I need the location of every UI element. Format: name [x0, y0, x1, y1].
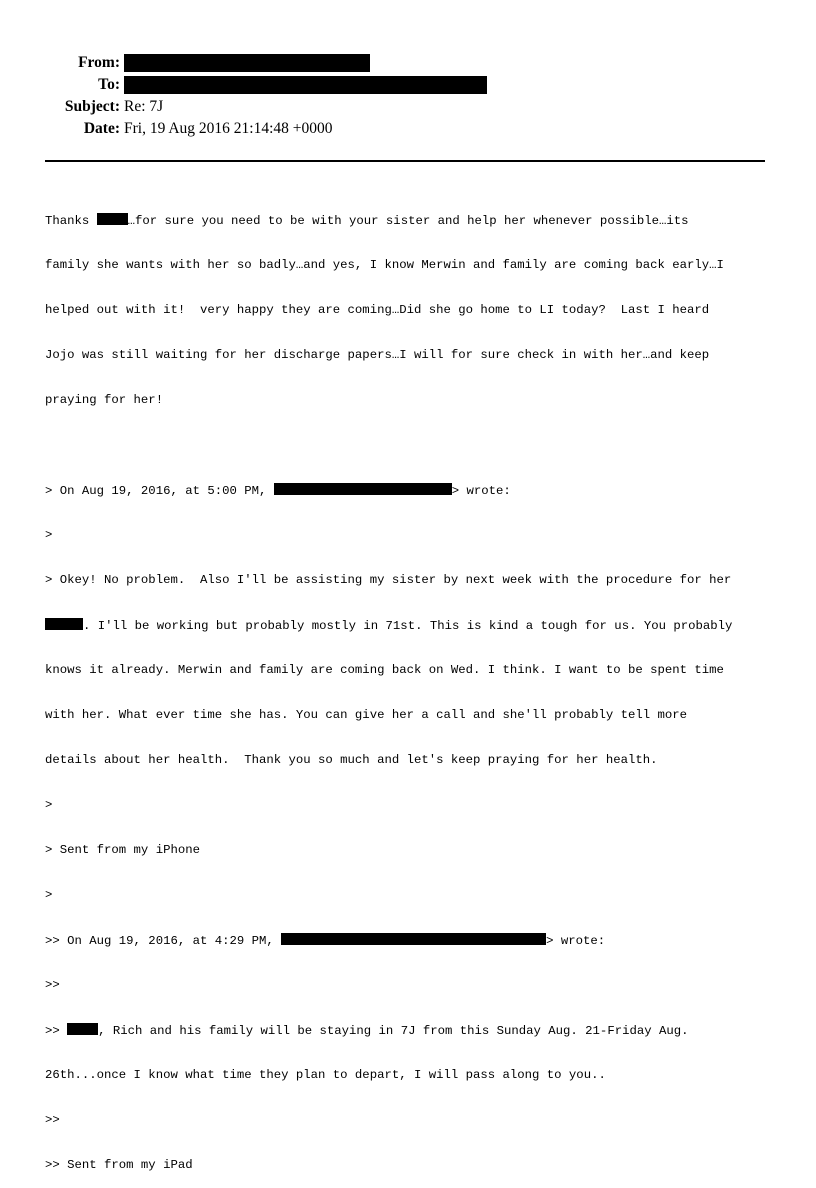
redaction-bar	[281, 933, 546, 945]
quote-line: >>	[45, 1113, 60, 1127]
body-line: family she wants with her so badly…and yes, I know Merwin and family are coming back early…I	[45, 258, 724, 272]
quote-line: >	[45, 528, 53, 542]
redaction-bar	[124, 76, 487, 94]
quote-text: , Rich and his family will be staying in 7J from this Sunday Aug. 21-Friday Aug.	[98, 1024, 689, 1038]
quote-header-text: > On Aug 19, 2016, at 5:00 PM,	[45, 484, 274, 498]
message-body	[45, 183, 785, 1188]
quote-header-text: > wrote:	[546, 934, 606, 948]
quote-line: with her. What ever time she has. You can give her a call and she'll probably tell more	[45, 708, 688, 722]
quote-line: 26th...once I know what time they plan to depart, I will pass along to you..	[45, 1068, 606, 1082]
subject-label: Subject:	[64, 98, 120, 115]
date-value: Fri, 19 Aug 2016 21:14:48 +0000	[124, 120, 333, 137]
date-label: Date:	[83, 120, 120, 137]
quote-line	[45, 618, 785, 633]
quote-signature: > Sent from my iPhone	[45, 843, 200, 857]
quote-header-text: > wrote:	[451, 484, 511, 498]
quote-header	[45, 933, 785, 948]
body-line: helped out with it! very happy they are coming…Did she go home to LI today? Last I heard	[45, 303, 710, 317]
redaction-bar	[97, 213, 128, 225]
quote-line: > Okey! No problem. Also I'll be assisting my sister by next week with the procedure for her	[45, 573, 732, 587]
subject-value: Re: 7J	[124, 98, 164, 115]
subject-row	[0, 98, 816, 120]
quote-line	[45, 1023, 785, 1038]
redaction-bar	[67, 1023, 98, 1035]
to-value	[124, 76, 487, 94]
quote-header	[45, 483, 785, 498]
quote-line: details about her health. Thank you so much and let's keep praying for her health.	[45, 753, 658, 767]
quote-line: >	[45, 798, 53, 812]
quote-line: knows it already. Merwin and family are coming back on Wed. I think. I want to be spent time	[45, 663, 724, 677]
body-text: …for sure you need to be with your sister and help her whenever possible…its	[127, 214, 689, 228]
from-label: From:	[78, 54, 120, 71]
paragraph-gap	[45, 438, 785, 453]
to-row	[0, 76, 816, 98]
body-line: praying for her!	[45, 393, 164, 407]
body-text: Thanks	[45, 214, 97, 228]
body-line	[45, 213, 785, 228]
quote-text: . I'll be working but probably mostly in 71st. This is kind a tough for us. You probably	[83, 619, 733, 633]
quote-line: >>	[45, 978, 60, 992]
redaction-bar	[124, 54, 370, 72]
to-label: To:	[98, 76, 120, 93]
redaction-bar	[45, 618, 83, 630]
from-row	[0, 54, 816, 76]
from-value	[124, 54, 370, 72]
quote-text: >>	[45, 1024, 68, 1038]
date-row	[0, 120, 816, 142]
redaction-bar	[274, 483, 452, 495]
header-divider	[45, 160, 765, 162]
quote-line: >	[45, 888, 53, 902]
body-line: Jojo was still waiting for her discharge papers…I will for sure check in with her…and keep	[45, 348, 710, 362]
quote-header-text: >> On Aug 19, 2016, at 4:29 PM,	[45, 934, 282, 948]
quote-signature: >> Sent from my iPad	[45, 1158, 193, 1172]
